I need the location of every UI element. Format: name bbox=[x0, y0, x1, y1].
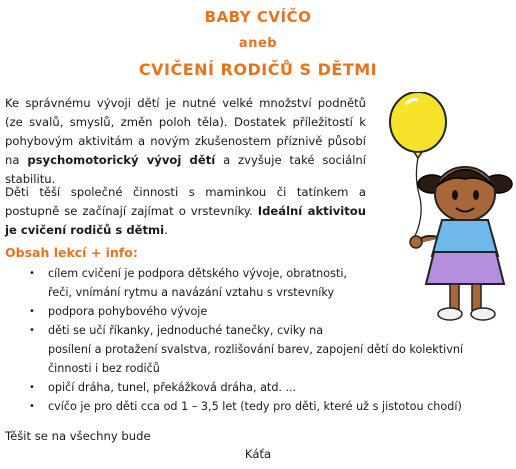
page-title: BABY CVÍČO bbox=[204, 8, 312, 26]
list-item-line: cílem cvičení je podpora dětského vývoje, obratnosti, bbox=[48, 267, 347, 280]
list-item-line: činnosti i bez rodičů bbox=[48, 362, 160, 375]
list-item-line: děti se učí říkanky, jednoduché tanečky, cviky na bbox=[48, 324, 324, 337]
intro-paragraph-1 bbox=[5, 94, 366, 189]
girl-with-balloon-illustration bbox=[380, 92, 516, 332]
content-heading: Obsah lekcí + info: bbox=[5, 245, 138, 260]
intro-text: Děti těší společné činnosti s maminkou či tatínkem a postupně se začínají zajímat o vrstevníky. bbox=[5, 185, 366, 218]
bullet-icon: • bbox=[29, 268, 35, 279]
list-item-line: cvíčo je pro děti cca od 1 – 3,5 let (tedy pro děti, které už s jistotou chodí) bbox=[48, 400, 462, 413]
page-subtitle: CVIČENÍ RODIČŮ S DĚTMI bbox=[138, 60, 378, 79]
list-item-line: podpora pohybového vývoje bbox=[48, 305, 208, 318]
intro-text: . bbox=[164, 223, 168, 237]
intro-paragraph-2 bbox=[5, 183, 366, 240]
bullet-icon: • bbox=[29, 306, 35, 317]
closing-text: Těšit se na všechny bude bbox=[5, 429, 151, 443]
list-item-line: řeči, vnímání rytmu a navázání vztahu s vrstevníky bbox=[48, 286, 335, 299]
intro-text: a zvyšuje také sociální stabilitu. bbox=[5, 153, 366, 186]
intro-emphasis: psychomotorický vývoj dětí bbox=[27, 153, 216, 167]
intro-emphasis: Ideální aktivitou je cvičení rodičů s dětmi bbox=[5, 204, 366, 237]
list-item-line: opičí dráha, tunel, překážková dráha, atd. ... bbox=[48, 381, 297, 394]
bullet-icon: • bbox=[29, 325, 35, 336]
bullet-icon: • bbox=[29, 401, 35, 412]
list-item bbox=[29, 397, 510, 416]
signature: Káťa bbox=[244, 447, 272, 461]
balloon-icon bbox=[390, 92, 446, 152]
list-item-line: posílení a protažení svalstva, rozlišování barev, zapojení dětí do kolektivní bbox=[48, 343, 464, 356]
title-conjunction: aneb bbox=[238, 36, 278, 51]
intro-text: Ke správnému vývoji dětí je nutné velké množství podnětů (ze svalů, smyslů, změn poloh těla). Dostatek příležitostí k pohybovým aktivitám a novým zkušenostem příznivě působí na bbox=[5, 96, 366, 167]
list-item bbox=[29, 378, 510, 397]
bullet-icon: • bbox=[29, 382, 35, 393]
